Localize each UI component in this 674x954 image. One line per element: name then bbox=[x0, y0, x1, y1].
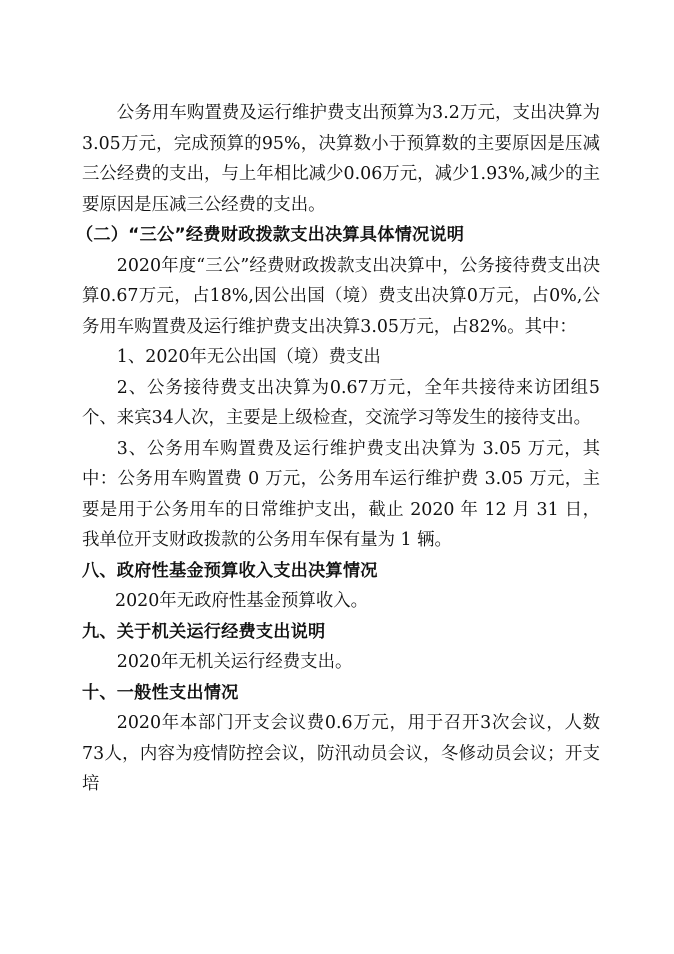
document-page bbox=[76, 98, 600, 800]
paragraph-item-2: 2、公务接待费支出决算为0.67万元，全年共接待来访团组5个、来宾34人次，主要是上级检查，交流学习等发生的接待支出。 bbox=[82, 377, 600, 428]
heading-three-public-expenses: （二）“三公”经费财政拨款支出决算具体情况说明 bbox=[76, 225, 465, 245]
paragraph-section-8: 2020年无政府性基金预算收入。 bbox=[115, 591, 368, 611]
paragraph-item-3: 3、公务用车购置费及运行维护费支出决算为 3.05 万元，其中：公务用车购置费 0 万元，公务用车运行维护费 3.05 万元，主要是用于公务用车的日常维护支出，截止 2020 年 12 月 31 日，我单位开支财政拨款的公务用车保有量为 1 辆。 bbox=[82, 438, 600, 550]
paragraph-vehicle-budget: 公务用车购置费及运行维护费支出预算为3.2万元，支出决算为3.05万元，完成预算的95%，决算数小于预算数的主要原因是压减三公经费的支出，与上年相比减少0.06万元，减少1.93%,减少的主要原因是压减三公经费的支出。 bbox=[82, 103, 600, 215]
paragraph-three-public-summary: 2020年度“三公”经费财政拨款支出决算中，公务接待费支出决算0.67万元，占18%,因公出国（境）费支出决算0万元，占0%,公务用车购置费及运行维护费支出决算3.05万元，占82%。其中： bbox=[82, 255, 600, 337]
paragraph-section-10: 2020年本部门开支会议费0.6万元，用于召开3次会议，人数73人，内容为疫情防控会议，防汛动员会议，冬修动员会议；开支培 bbox=[82, 713, 600, 794]
heading-section-10: 十、一般性支出情况 bbox=[82, 682, 239, 703]
heading-section-9: 九、关于机关运行经费支出说明 bbox=[82, 621, 326, 642]
heading-section-8: 八、政府性基金预算收入支出决算情况 bbox=[82, 560, 378, 581]
paragraph-item-1: 1、2020年无公出国（境）费支出 bbox=[116, 347, 381, 367]
paragraph-section-9: 2020年无机关运行经费支出。 bbox=[116, 652, 353, 672]
